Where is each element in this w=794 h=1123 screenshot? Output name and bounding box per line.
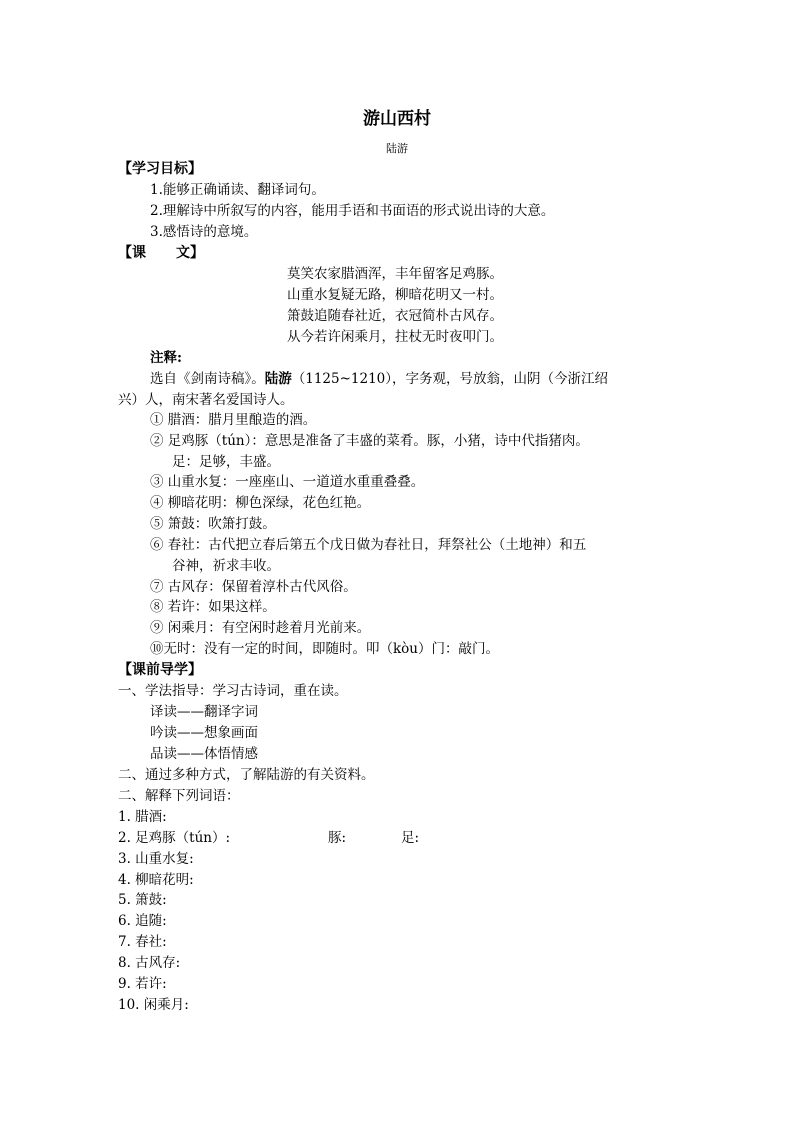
vocab-item: 2. 足鸡豚（tún）: <box>118 830 231 846</box>
notes-intro-rest-1: （1125~1210），字务观，号放翁，山阴（今浙江绍 <box>291 371 609 387</box>
notes-heading: 注释: <box>150 350 182 366</box>
vocab-item: 8. 古风存: <box>118 955 181 971</box>
notes-intro-line-2: 兴）人，南宋著名爱国诗人。 <box>118 392 294 408</box>
vocab-subitem: 豚: <box>328 830 347 846</box>
note-item: ⑧ 若许：如果这样。 <box>150 599 276 615</box>
preview-line: 二、解释下列词语： <box>118 788 240 804</box>
note-item-continuation: 足：足够，丰盛。 <box>172 454 280 470</box>
vocab-item: 1. 腊酒: <box>118 809 167 825</box>
section-text-right: 文】 <box>176 245 204 261</box>
vocab-subitem: 足: <box>401 830 420 846</box>
poem-title: 游山西村 <box>363 109 431 129</box>
note-item-continuation: 谷神，祈求丰收。 <box>172 558 280 574</box>
vocab-item: 9. 若许: <box>118 976 167 992</box>
notes-intro-name: 陆游 <box>264 371 292 387</box>
objective-item-1: 1.能够正确诵读、翻译词句。 <box>150 182 325 198</box>
note-item: ⑤ 箫鼓：吹箫打鼓。 <box>150 516 276 532</box>
note-item: ③ 山重水复：一座座山、一道道水重重叠叠。 <box>150 474 425 490</box>
vocab-item: 3. 山重水复: <box>118 851 194 867</box>
objective-item-3: 3.感悟诗的意境。 <box>150 224 258 240</box>
preview-line: 吟读——想象画面 <box>150 725 258 741</box>
section-text-left: 【课 <box>118 245 146 261</box>
section-objectives: 【学习目标】 <box>118 161 202 177</box>
poem-line-3: 箫鼓追随春社近，衣冠简朴古风存。 <box>287 308 503 324</box>
poem-line-1: 莫笑农家腊酒浑，丰年留客足鸡豚。 <box>287 266 503 282</box>
note-item: ① 腊酒：腊月里酿造的酒。 <box>150 412 317 428</box>
note-item: ② 足鸡豚（tún）：意思是准备了丰盛的菜肴。豚，小猪，诗中代指猪肉。 <box>150 433 589 449</box>
section-preview: 【课前导学】 <box>118 662 202 678</box>
note-item: ⑥ 春社：古代把立春后第五个戊日做为春社日，拜祭社公（土地神）和五 <box>150 537 587 553</box>
notes-intro-line-1 <box>150 369 608 389</box>
vocab-item: 7. 春社: <box>118 934 167 950</box>
note-item: ⑨ 闲乘月：有空闲时趁着月光前来。 <box>150 620 371 636</box>
preview-line: 一、学法指导：学习古诗词，重在读。 <box>118 683 348 699</box>
objective-item-2: 2.理解诗中所叙写的内容，能用手语和书面语的形式说出诗的大意。 <box>150 203 555 219</box>
vocab-item: 4. 柳暗花明: <box>118 872 194 888</box>
vocab-item: 10. 闲乘月: <box>118 997 189 1013</box>
poem-author: 陆游 <box>386 142 408 155</box>
poem-line-4: 从今若许闲乘月，拄杖无时夜叩门。 <box>287 329 503 345</box>
note-item: ④ 柳暗花明：柳色深绿，花色红艳。 <box>150 495 371 511</box>
notes-intro-prefix: 选自《剑南诗稿》。 <box>150 371 265 387</box>
note-item: ⑦ 古风存：保留着淳朴古代风俗。 <box>150 579 357 595</box>
preview-line: 品读——体悟情感 <box>150 746 258 762</box>
note-item: ⑩无时：没有一定的时间，即随时。叩（kòu）门：敲门。 <box>150 641 500 657</box>
section-text <box>118 243 204 263</box>
vocab-item: 6. 追随: <box>118 913 167 929</box>
vocab-item: 5. 箫鼓: <box>118 892 167 908</box>
preview-line: 二、通过多种方式，了解陆游的有关资料。 <box>118 767 375 783</box>
preview-line: 译读——翻译字词 <box>150 704 258 720</box>
poem-line-2: 山重水复疑无路，柳暗花明又一村。 <box>287 287 503 303</box>
